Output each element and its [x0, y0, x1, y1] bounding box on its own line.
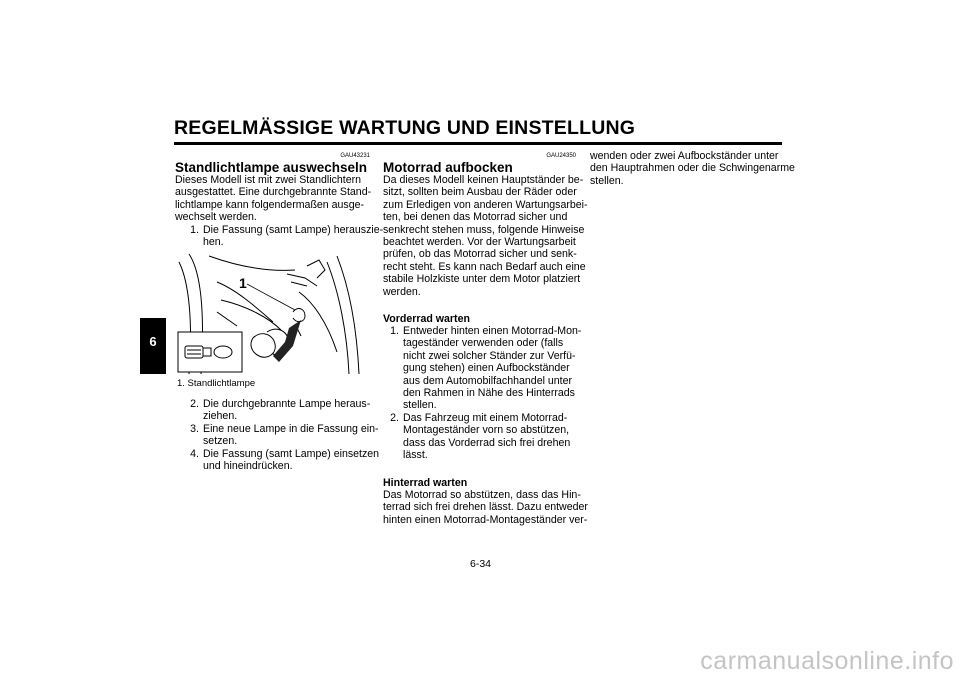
step-1 — [175, 224, 383, 249]
step-number: 2. — [190, 398, 199, 410]
step-text: nicht zwei solcher Ständer zur Verfü- — [403, 349, 576, 362]
step-number: 1. — [390, 325, 399, 337]
text-line: werden. — [383, 285, 421, 298]
text-line: ausgestattet. Eine durchgebrannte Stand- — [175, 186, 372, 199]
subheading-vorderrad: Vorderrad warten — [383, 313, 470, 325]
step-text: gung stehen) einen Aufbockständer — [403, 362, 570, 375]
text-line: beachtet werden. Vor der Wartungsarbeit — [383, 236, 576, 249]
step-number: 3. — [190, 422, 199, 435]
text-line: wenden oder zwei Aufbockständer unter — [590, 150, 779, 162]
step-text: Montageständer vorn so abstützen, — [403, 424, 570, 437]
col3-text — [590, 150, 795, 187]
text-line: sitzt, sollten beim Ausbau der Räder oder — [383, 186, 577, 199]
text-line: senkrecht stehen muss, folgende Hinweise — [383, 223, 585, 236]
text-line: wechselt werden. — [175, 211, 257, 224]
text-line: stabile Holzkiste unter dem Motor platziert — [383, 273, 581, 286]
page-number: 6-34 — [470, 558, 492, 570]
text-line: terrad sich frei drehen lässt. Dazu entweder — [383, 501, 588, 514]
step-text: Die durchgebrannte Lampe heraus- — [203, 398, 371, 410]
col1-intro — [175, 174, 371, 224]
section-heading-standlicht: Standlichtlampe auswechseln — [175, 160, 368, 175]
chapter-tab: 6 — [140, 318, 166, 374]
step-text: Eine neue Lampe in die Fassung ein- — [203, 422, 379, 435]
figure-caption: 1. Standlichtlampe — [177, 378, 256, 389]
figure-callout: 1 — [239, 275, 247, 291]
section-code-2: GAU24350 — [546, 153, 576, 159]
text-line: ten, bei denen das Motorrad sicher und — [383, 211, 568, 224]
step-text: setzen. — [203, 435, 238, 448]
step-text: Die Fassung (samt Lampe) einsetzen — [203, 447, 380, 460]
step-text: Die Fassung (samt Lampe) herauszie- — [203, 224, 384, 236]
step-text: lässt. — [403, 449, 428, 462]
step-text: stellen. — [403, 399, 437, 412]
step-text: tageständer verwenden oder (falls — [403, 337, 564, 350]
text-line: prüfen, ob das Motorrad sicher und senk- — [383, 248, 577, 261]
step-number: 4. — [190, 447, 199, 460]
front-steps — [375, 325, 581, 461]
steps-2-4 — [175, 398, 379, 472]
text-line: recht steht. Es kann nach Bedarf auch eine — [383, 260, 586, 273]
text-line: Dieses Modell ist mit zwei Standlichtern — [175, 174, 362, 186]
step-text: Entweder hinten einen Motorrad-Mon- — [403, 325, 582, 337]
text-line: lichtlampe kann folgendermaßen ausge- — [175, 198, 365, 211]
step-number: 1. — [190, 224, 199, 236]
text-line: hinten einen Motorrad-Montageständer ver- — [383, 513, 588, 526]
text-line: zum Erledigen von anderen Wartungsarbei- — [383, 198, 588, 211]
step-text: ziehen. — [203, 410, 238, 423]
watermark: carmanualsonline.info — [700, 647, 954, 675]
text-line: stellen. — [590, 174, 624, 187]
step-text: hen. — [203, 236, 224, 249]
step-text: und hineindrücken. — [203, 460, 293, 473]
title-rule — [174, 142, 782, 145]
section-code-1: GAU43231 — [340, 153, 370, 159]
section-heading-aufbocken: Motorrad aufbocken — [383, 160, 513, 175]
text-line: Das Motorrad so abstützen, dass das Hin- — [383, 489, 581, 501]
text-line: den Hauptrahmen oder die Schwingenarme — [590, 162, 795, 175]
subheading-hinterrad: Hinterrad warten — [383, 477, 468, 489]
step-text: aus dem Automobilfachhandel unter — [403, 374, 573, 387]
step-number: 2. — [390, 411, 399, 424]
col2-intro — [383, 174, 588, 298]
step-text: den Rahmen in Nähe des Hinterrads — [403, 387, 575, 400]
step-text: dass das Vorderrad sich frei drehen — [403, 436, 571, 449]
text-line: Da dieses Modell keinen Hauptständer be- — [383, 174, 584, 186]
headlight-figure — [177, 252, 370, 376]
rear-text — [383, 489, 588, 526]
page-title: REGELMÄSSIGE WARTUNG UND EINSTELLUNG — [174, 117, 636, 139]
step-text: Das Fahrzeug mit einem Motorrad- — [403, 411, 568, 424]
